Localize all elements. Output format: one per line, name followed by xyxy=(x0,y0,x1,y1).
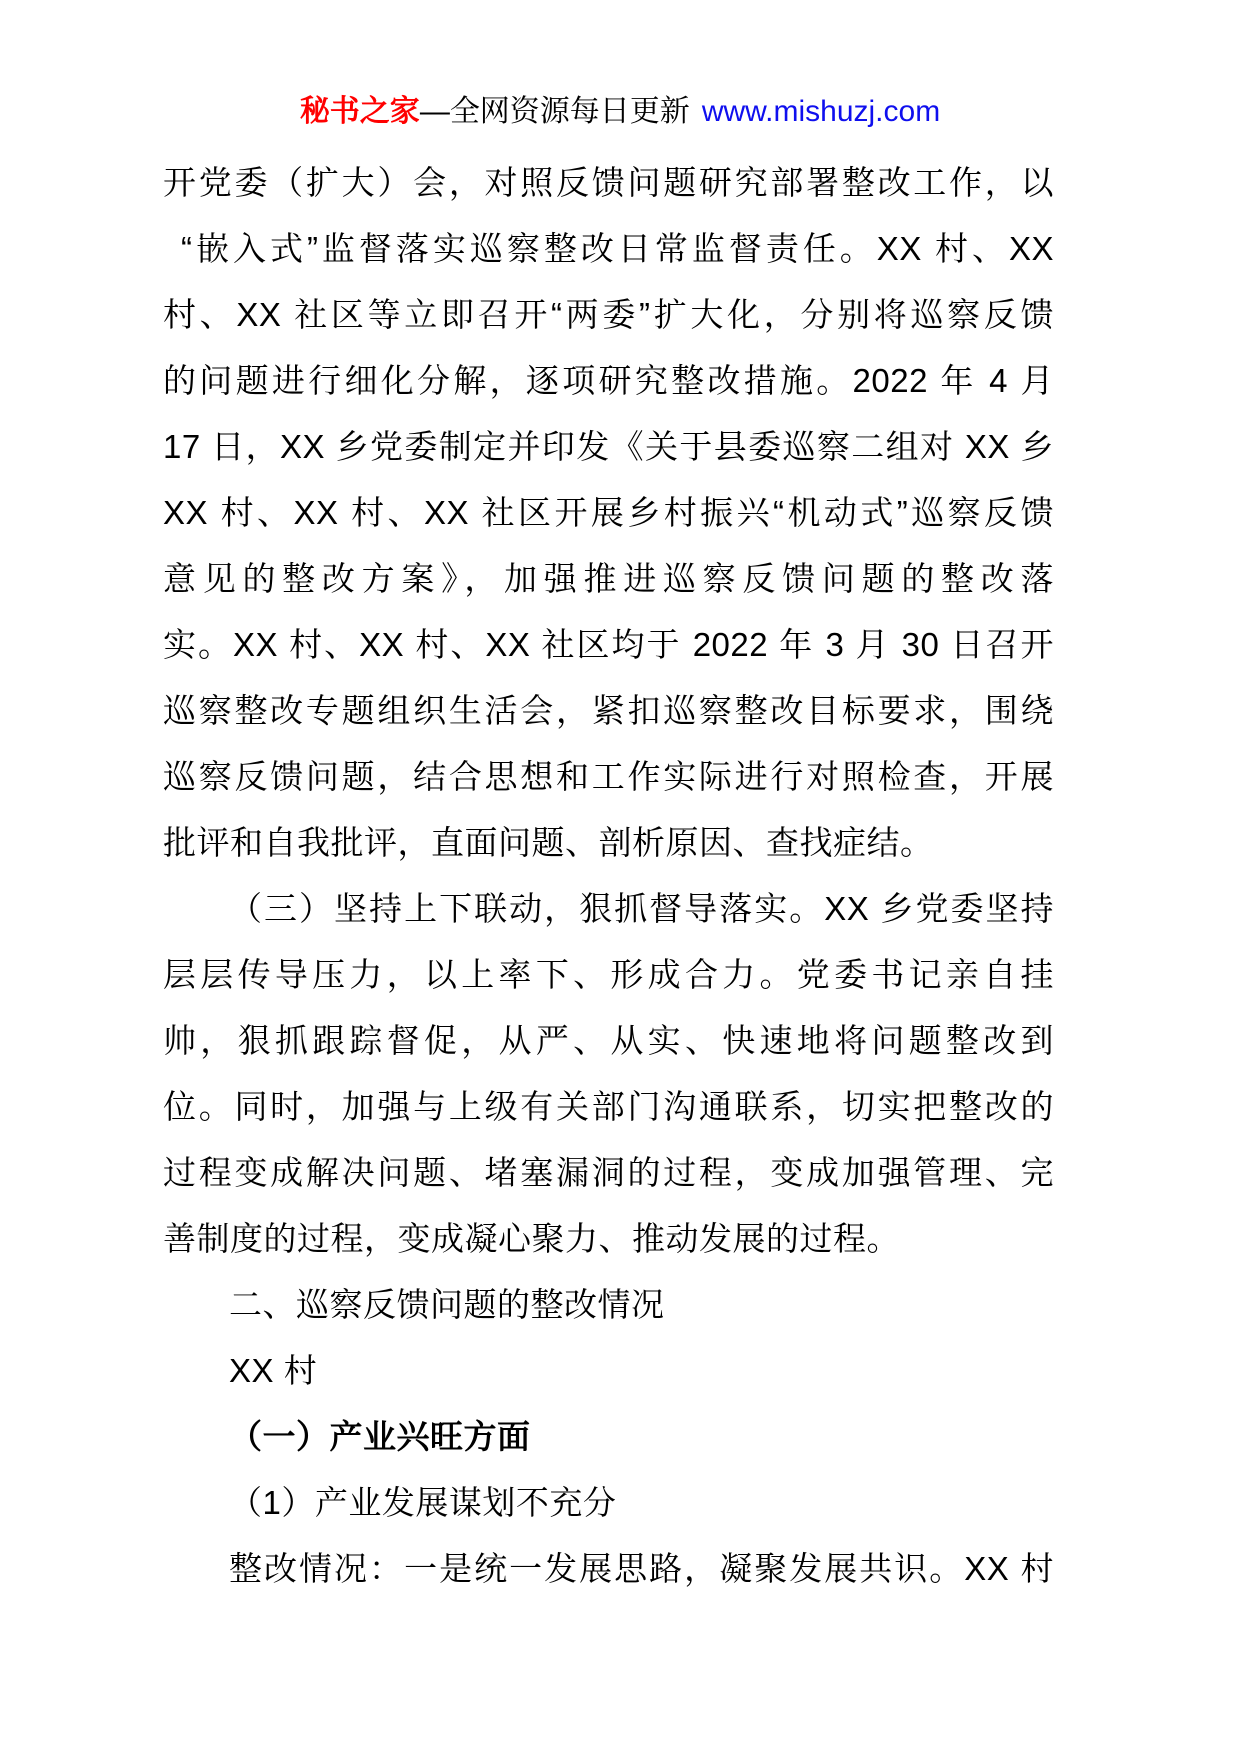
text-line: 17 日，XX 乡党委制定并印发《关于县委巡察二组对 XX 乡 xyxy=(163,428,1054,465)
text-line: 二、巡察反馈问题的整改情况 xyxy=(229,1286,665,1323)
text-line: 巡察反馈问题，结合思想和工作实际进行对照检查，开展 xyxy=(163,758,1054,795)
text-line: 善制度的过程，变成凝心聚力、推动发展的过程。 xyxy=(163,1220,900,1257)
text-line: 帅，狠抓跟踪督促，从严、从实、快速地将问题整改到 xyxy=(163,1022,1054,1059)
site-tagline: —全网资源每日更新 xyxy=(419,95,690,128)
text-line: （一）产业兴旺方面 xyxy=(229,1418,531,1455)
text-line: 巡察整改专题组织生活会，紧扣巡察整改目标要求，围绕 xyxy=(163,692,1054,729)
text-line: 村、XX 社区等立即召开“两委”扩大化，分别将巡察反馈 xyxy=(163,296,1054,333)
site-brand: 秘书之家 xyxy=(299,95,420,128)
text-line: 的问题进行细化分解，逐项研究整改措施。2022 年 4 月 xyxy=(163,362,1054,399)
site-url-link[interactable]: www.mishuzj.com xyxy=(701,95,941,128)
site-header xyxy=(0,90,1240,134)
text-line: 过程变成解决问题、堵塞漏洞的过程，变成加强管理、完 xyxy=(163,1154,1054,1191)
text-line: 位。同时，加强与上级有关部门沟通联系，切实把整改的 xyxy=(163,1088,1054,1125)
text-line: XX 村、XX 村、XX 社区开展乡村振兴“机动式”巡察反馈 xyxy=(163,494,1054,531)
text-line: （三）坚持上下联动，狠抓督导落实。XX 乡党委坚持 xyxy=(229,890,1054,927)
text-line: 批评和自我批评，直面问题、剖析原因、查找症结。 xyxy=(163,824,934,861)
text-line: “嵌入式”监督落实巡察整改日常监督责任。XX 村、XX xyxy=(181,230,1054,267)
text-line: （1）产业发展谋划不充分 xyxy=(229,1484,617,1521)
text-line: XX 村 xyxy=(229,1352,318,1389)
text-line: 开党委（扩大）会，对照反馈问题研究部署整改工作，以 xyxy=(163,164,1054,201)
text-line: 实。XX 村、XX 村、XX 社区均于 2022 年 3 月 30 日召开 xyxy=(163,626,1054,663)
text-line: 整改情况：一是统一发展思路，凝聚发展共识。XX 村 xyxy=(229,1550,1054,1587)
text-line: 层层传导压力，以上率下、形成合力。党委书记亲自挂 xyxy=(163,956,1054,993)
document-body xyxy=(163,150,1054,1602)
text-line: 意见的整改方案》，加强推进巡察反馈问题的整改落 xyxy=(163,560,1054,597)
